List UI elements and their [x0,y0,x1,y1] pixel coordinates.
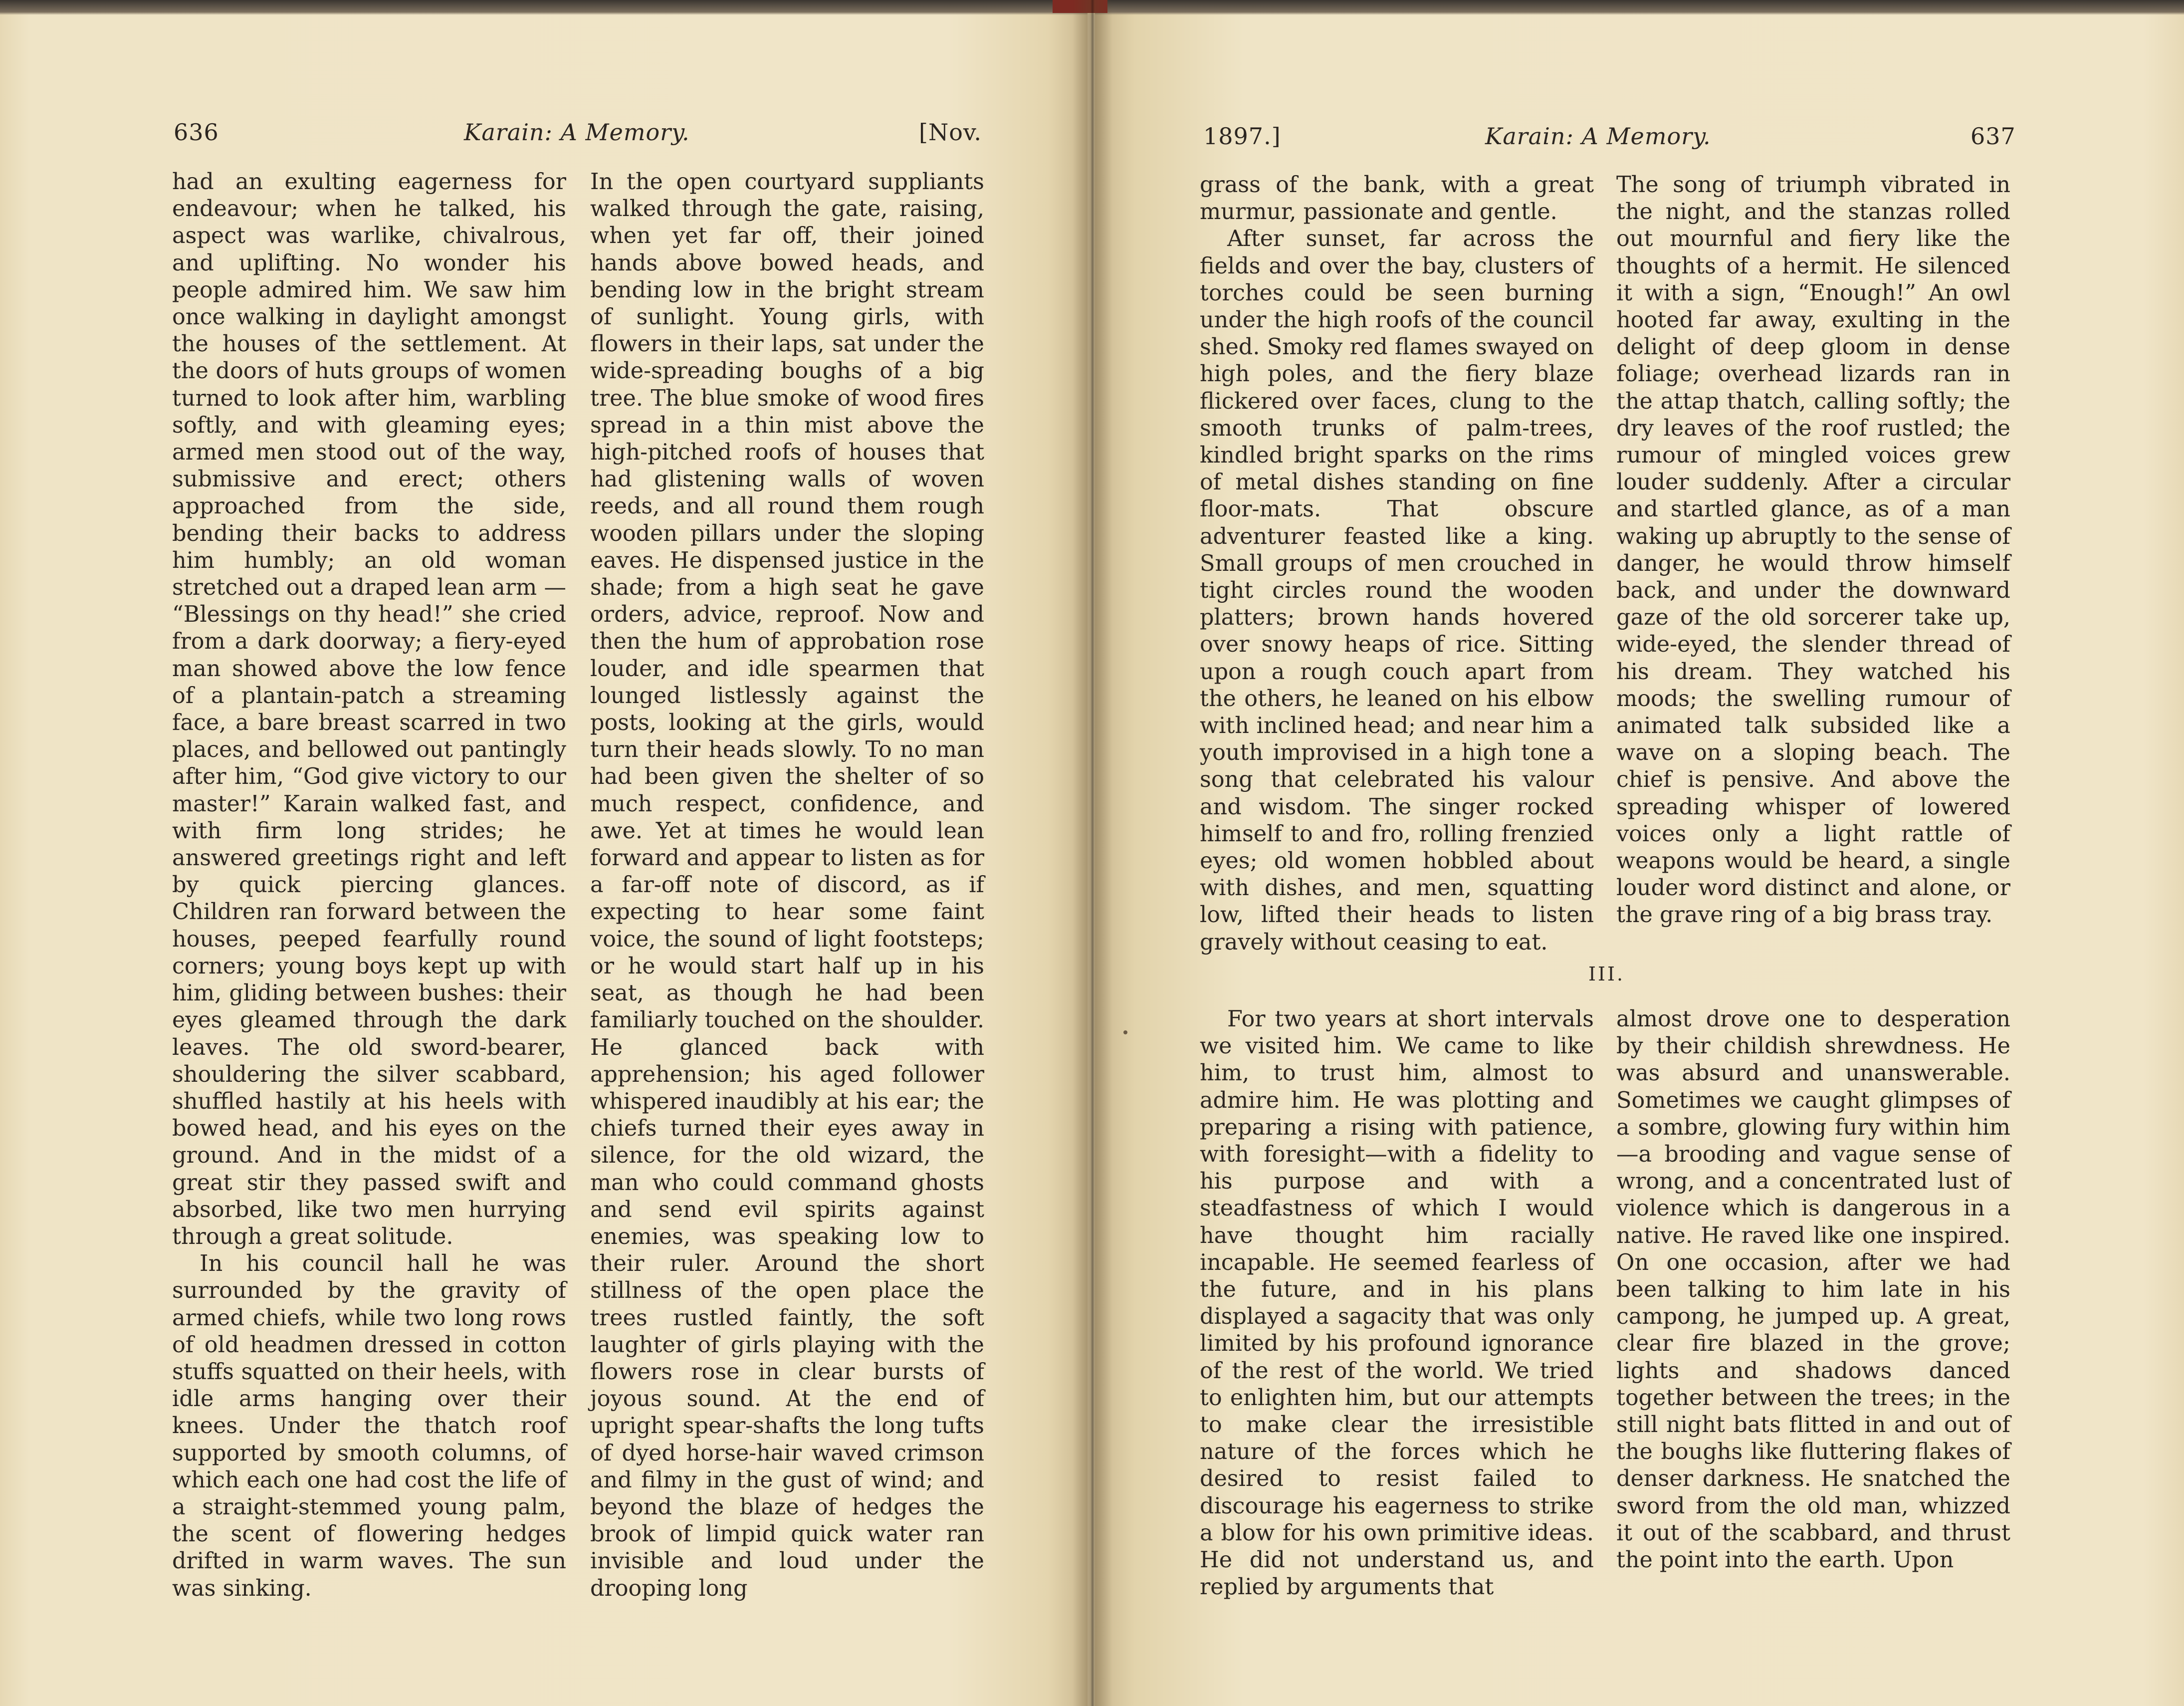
right-column-2-top [1616,172,2010,929]
right-page-header [1095,123,2184,158]
paragraph: grass of the bank, with a great murmur, passionate and gentle. [1200,172,1594,225]
left-page [0,0,1088,1706]
left-column-1 [172,169,566,1602]
right-column-2-bottom [1616,1006,2010,1574]
paper-speck [1123,1030,1127,1034]
section-heading: III. [1588,963,1625,985]
left-column-2 [590,169,984,1602]
paragraph: had an exulting eagerness for endeavour; when he talked, his aspect was warlike, chivalrous, and uplifting. No wonder his people admired him. We saw him once walking in daylight amongst the houses of the settlement. At the doors of huts groups of women turned to look after him, warbling softly, and with gleaming eyes; armed men stood out of the way, submissive and erect; others approached from the side, bending their backs to address him humbly; an old woman stretched out a draped lean arm — “Blessings on thy head!” she cried from a dark doorway; a fiery-eyed man showed above the low fence of a plantain-patch a streaming face, a bare breast scarred in two places, and bellowed out pantingly after him, “God give victory to our master!” Karain walked fast, and with firm long strides; he answered greetings right and left by quick piercing glances. Children ran forward between the houses, peeped fearfully round corners; young boys kept up with him, gliding between bushes: their eyes gleamed through the dark leaves. The old sword-bearer, shouldering the silver scabbard, shuffled hastily at his heels with bowed head, and his eyes on the ground. And in the midst of a great stir they passed swift and absorbed, like two men hurrying through a great solitude. [172,169,566,1249]
paragraph: In the open courtyard suppliants walked through the gate, raising, when yet far off, their joined hands above bowed heads, and bending low in the bright stream of sunlight. Young girls, with flowers in their laps, sat under the wide-spreading boughs of a big tree. The blue smoke of wood fires spread in a thin mist above the high-pitched roofs of houses that had glistening walls of woven reeds, and all round them rough wooden pillars under the sloping eaves. He dispensed justice in the shade; from a high seat he gave orders, advice, reproof. Now and then the hum of approbation rose louder, and idle spearmen that lounged listlessly against the posts, looking at the girls, would turn their heads slowly. To no man had been given the shelter of so much respect, confidence, and awe. Yet at times he would lean forward and appear to listen as for a far-off note of discord, as if expecting to hear some faint voice, the sound of light footsteps; or he would start half up in his seat, as though he had been familiarly touched on the shoulder. He glanced back with apprehension; his aged follower whispered inaudibly at his ear; the chiefs turned their eyes away in silence, for the old wizard, the man who could command ghosts and send evil spirits against enemies, was speaking low to their ruler. Around the short stillness of the open place the trees rustled faintly, the soft laughter of girls playing with the flowers rose in clear bursts of joyous sound. At the end of upright spear-shafts the long tufts of dyed horse-hair waved crimson and filmy in the gust of wind; and beyond the blaze of hedges the brook of limpid quick water ran invisible and loud under the drooping long [590,169,984,1601]
right-page [1095,0,2184,1706]
page-number: 636 [174,119,219,146]
left-page-header [0,119,1088,154]
page-number: 637 [1970,123,2016,150]
paragraph: almost drove one to desperation by their childish shrewdness. He was absurd and unanswerable. Sometimes we caught glimpses of a sombre, glowing fury within him—a brooding and vague sense of wrong, and a concentrated lust of violence which is dangerous in a native. He raved like one inspired. On one occasion, after we had been talking to him late in his campong, he jumped up. A great, clear fire blazed in the grove; lights and shadows danced together between the trees; in the still night bats flitted in and out of the boughs like fluttering flakes of denser darkness. He snatched the sword from the old man, whizzed it out of the scabbard, and thrust the point into the earth. Upon [1616,1006,2010,1573]
running-title: Karain: A Memory. [1485,123,1711,150]
running-title: Karain: A Memory. [464,119,690,146]
top-edge-shadow [0,0,1088,15]
top-edge-shadow [1095,0,2184,15]
paragraph: For two years at short intervals we visited him. We came to like him, to trust him, almost to admire him. He was plotting and preparing a rising with patience, with foresight—with a fidelity to his purpose and with a steadfastness of which I would have thought him racially incapable. He seemed fearless of the future, and in his plans displayed a sagacity that was only limited by his profound ignorance of the rest of the world. We tried to enlighten him, but our attempts to make clear the irresistible nature of the forces which he desired to resist failed to discourage his eagerness to strike a blow for his own primitive ideas. He did not understand us, and replied by arguments that [1200,1006,1594,1600]
right-column-1-top [1200,172,1594,956]
paragraph: After sunset, far across the fields and over the bay, clusters of torches could be seen burning under the high roofs of the council shed. Smoky red flames swayed on high poles, and the fiery blaze flickered over faces, clung to the smooth trunks of palm-trees, kindled bright sparks on the rims of metal dishes standing on fine floor-mats. That obscure adventurer feasted like a king. Small groups of men crouched in tight circles round the wooden platters; brown hands hovered over snowy heaps of rice. Sitting upon a rough couch apart from the others, he leaned on his elbow with inclined head; and near him a youth improvised in a high tone a song that celebrated his valour and wisdom. The singer rocked himself to and fro, rolling frenzied eyes; old women hobbled about with dishes, and men, squatting low, lifted their heads to listen gravely without ceasing to eat. [1200,226,1594,955]
book-gutter [1073,0,1112,1706]
date-marker: 1897.] [1203,123,1281,150]
date-marker: [Nov. [919,119,982,146]
right-column-1-bottom [1200,1006,1594,1601]
paragraph: In his council hall he was surrounded by the gravity of armed chiefs, while two long rows of old headmen dressed in cotton stuffs squatted on their heels, with idle arms hanging over their knees. Under the thatch roof supported by smooth columns, of which each one had cost the life of a straight-stemmed young palm, the scent of flowering hedges drifted in warm waves. The sun was sinking. [172,1251,566,1601]
paragraph: The song of triumph vibrated in the night, and the stanzas rolled out mournful and fiery like the thoughts of a hermit. He silenced it with a sign, “Enough!” An owl hooted far away, exulting in the delight of deep gloom in dense foliage; overhead lizards ran in the attap thatch, calling softly; the dry leaves of the roof rustled; the rumour of mingled voices grew louder suddenly. After a circular and startled glance, as of a man waking up abruptly to the sense of danger, he would throw himself back, and under the downward gaze of the old sorcerer take up, wide-eyed, the slender thread of his dream. They watched his moods; the swelling rumour of animated talk subsided like a wave on a sloping beach. The chief is pensive. And above the spreading whisper of lowered voices only a light rattle of weapons would be heard, a single louder word distinct and alone, or the grave ring of a big brass tray. [1616,172,2010,928]
